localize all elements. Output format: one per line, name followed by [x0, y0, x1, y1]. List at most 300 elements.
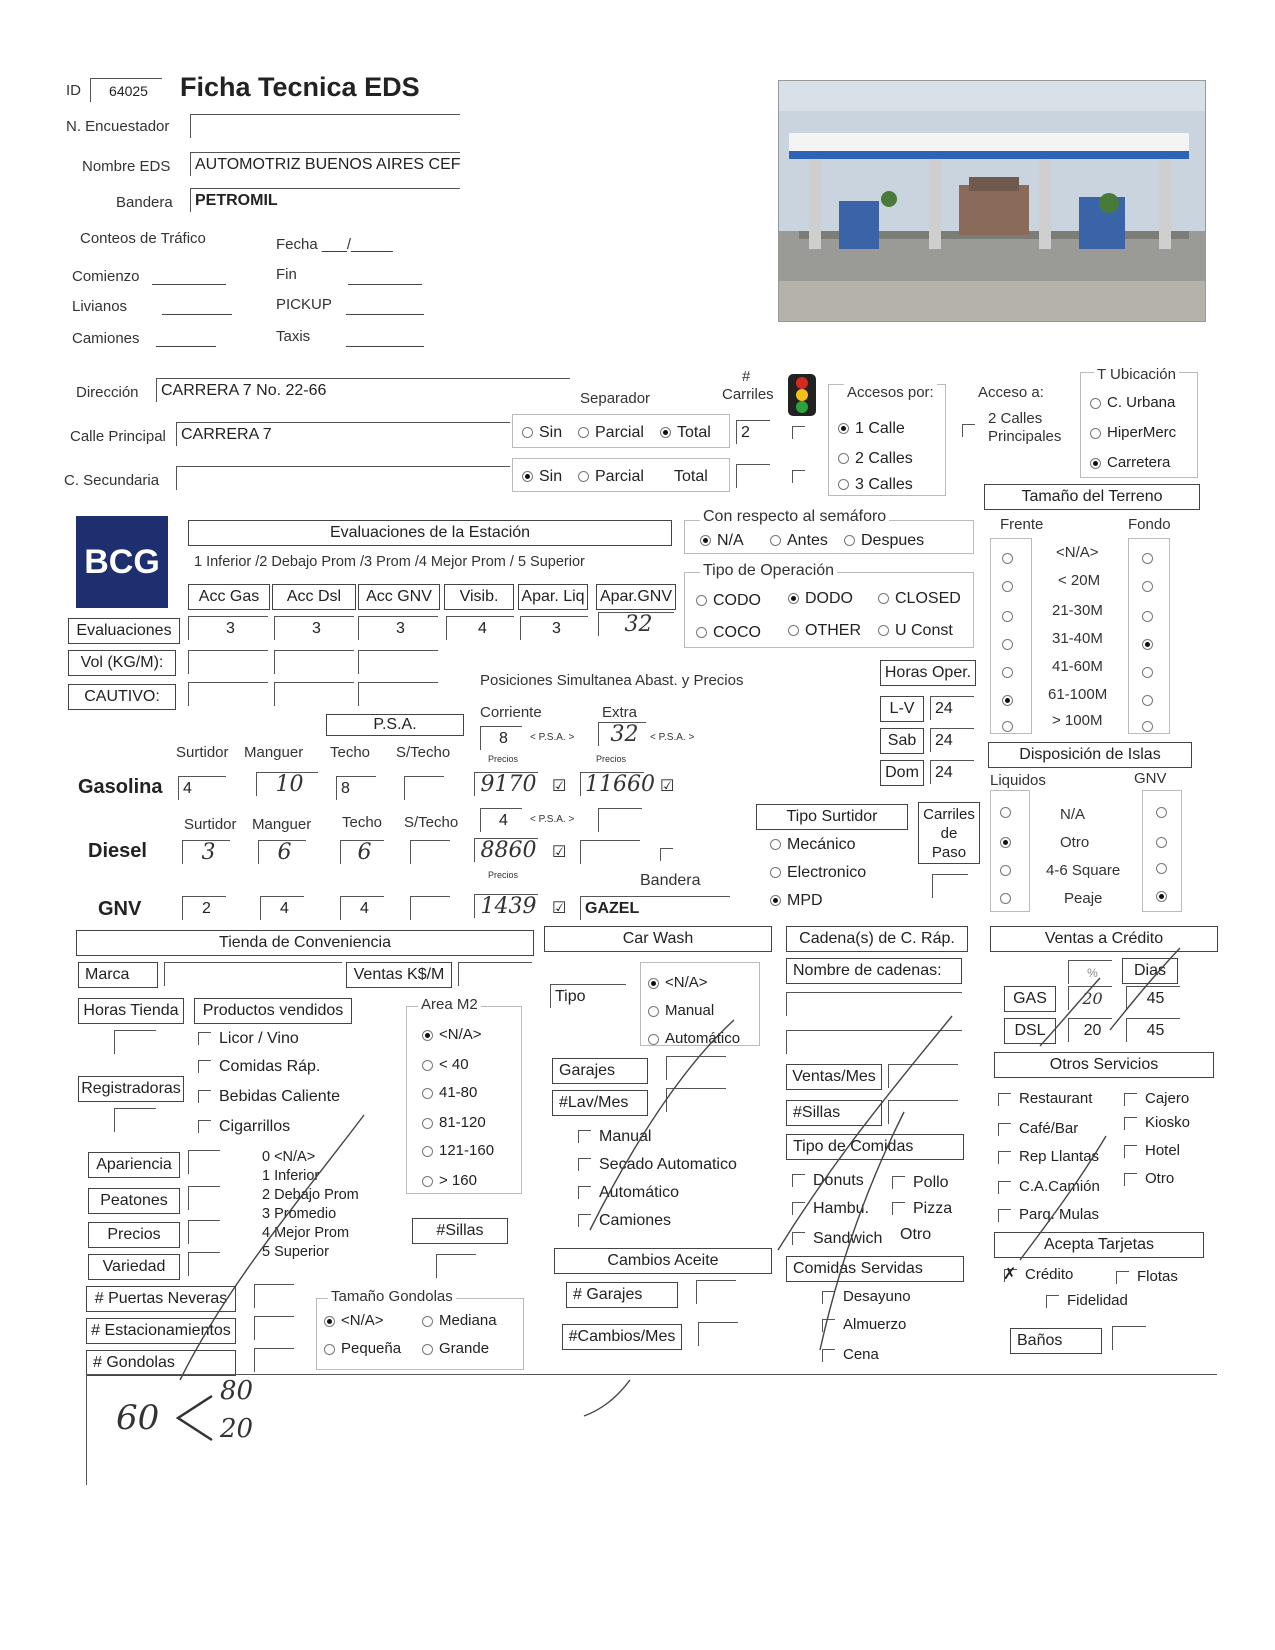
cadenas-nombre-field-2[interactable]: [786, 1030, 962, 1054]
otros-rep-llantas[interactable]: Rep Llantas: [998, 1148, 1099, 1165]
calle-secundaria-label: C. Secundaria: [64, 472, 160, 489]
gasolina-label: Gasolina: [78, 776, 163, 798]
area-81-120[interactable]: 81-120: [422, 1114, 486, 1131]
horas-dom-label: Dom: [880, 760, 924, 786]
carwash-lav-label: #Lav/Mes: [552, 1090, 648, 1116]
islas-liq-otro[interactable]: [1000, 834, 1017, 852]
accesos-1-calle[interactable]: 1 Calle: [838, 420, 905, 438]
fondo-na[interactable]: [1142, 550, 1159, 568]
gondolas-label: # Gondolas: [86, 1350, 236, 1376]
vol-dsl[interactable]: [274, 650, 354, 674]
frente-31-40[interactable]: [1002, 636, 1019, 654]
id-label: ID: [66, 82, 81, 99]
encuestador-label: N. Encuestador: [66, 118, 170, 135]
otros-parq-mulas[interactable]: Parq. Mulas: [998, 1206, 1099, 1223]
comida-hambu[interactable]: Hambu.: [792, 1200, 869, 1218]
dsl-stecho-field[interactable]: [410, 840, 450, 864]
dsl-psa-tag: < P.S.A. >: [530, 814, 575, 825]
gas-surtidor-field[interactable]: 4: [178, 776, 226, 800]
surtidor-mecanico[interactable]: Mecánico: [770, 836, 855, 854]
dsl-precio-check[interactable]: ☑: [552, 844, 567, 861]
dsl-stecho-header: S/Techo: [404, 814, 459, 831]
op-dodo[interactable]: DODO: [788, 590, 853, 608]
sep-s-parcial[interactable]: Parcial: [578, 468, 644, 486]
islas-title: Disposición de Islas: [988, 742, 1192, 768]
islas-gnv-na[interactable]: [1156, 804, 1173, 822]
carwash-lav-field[interactable]: [666, 1088, 726, 1112]
tarjeta-credito[interactable]: ✗ Crédito: [1003, 1265, 1074, 1283]
otros-camion[interactable]: C.A.Camión: [998, 1178, 1100, 1195]
tienda-title: Tienda de Conveniencia: [76, 930, 534, 956]
cadenas-sillas-field[interactable]: [888, 1100, 958, 1124]
comida-pizza[interactable]: Pizza: [892, 1200, 952, 1218]
vol-gnv[interactable]: [358, 650, 438, 674]
station-photo: [778, 80, 1206, 322]
cw-check-automatico[interactable]: Automático: [578, 1184, 679, 1202]
taxis-line[interactable]: [346, 346, 424, 347]
precios-label-extra: Precios: [596, 754, 627, 764]
carwash-automatico[interactable]: Automático: [648, 1030, 740, 1047]
col-apar-gnv: Apar.GNV: [596, 584, 676, 610]
precios-label-corriente: Precios: [488, 754, 519, 764]
psa-header: P.S.A.: [326, 714, 464, 736]
gnv-bandera-field[interactable]: GAZEL: [580, 896, 730, 920]
islas-row-otro: Otro: [1060, 834, 1090, 851]
dsl-surtidor-field[interactable]: 3: [182, 840, 230, 864]
otros-otro[interactable]: Otro: [1124, 1170, 1174, 1187]
bandera-label: Bandera: [116, 194, 173, 211]
cw-check-camiones[interactable]: Camiones: [578, 1212, 671, 1230]
eval-precios-field[interactable]: [188, 1220, 220, 1244]
tarjeta-flotas[interactable]: Flotas: [1116, 1268, 1178, 1285]
tienda-sillas-field[interactable]: [436, 1254, 476, 1278]
ubicacion-hiper[interactable]: HiperMerc: [1090, 424, 1176, 441]
aceite-cambios-field[interactable]: [698, 1322, 738, 1346]
credito-gas-pct[interactable]: 20: [1068, 986, 1112, 1010]
dsl-psa-field[interactable]: 4: [480, 808, 522, 832]
tienda-ventas-label: Ventas K$/M: [346, 962, 452, 988]
note-c: 20: [220, 1414, 254, 1444]
nombre-eds-label: Nombre EDS: [82, 158, 171, 175]
extra-psa-field[interactable]: 32: [598, 722, 646, 746]
islas-gnv-square[interactable]: [1156, 860, 1173, 878]
credito-dsl-dias[interactable]: 45: [1126, 1018, 1180, 1042]
credito-pct-header: %: [1068, 960, 1112, 984]
tienda-scale: 0 <N/A> 1 Inferior 2 Debajo Prom 3 Promedio 4 Mejor Prom 5 Superior: [262, 1149, 359, 1260]
accesos-2-calles[interactable]: 2 Calles: [838, 450, 913, 468]
cw-check-secado[interactable]: Secado Automatico: [578, 1156, 737, 1174]
gnv-surtidor-field[interactable]: 2: [182, 896, 226, 920]
encuestador-field[interactable]: [190, 114, 460, 138]
credito-gas-label: GAS: [1004, 986, 1056, 1012]
cadenas-nombre-label: Nombre de cadenas:: [786, 958, 962, 984]
cadenas-sillas-label: #Sillas: [786, 1100, 882, 1126]
carwash-manual[interactable]: Manual: [648, 1002, 714, 1019]
horas-dom-field[interactable]: 24: [930, 760, 974, 784]
banos-field[interactable]: [1112, 1326, 1146, 1350]
bandera-field[interactable]: PETROMIL: [190, 188, 460, 212]
estacionamientos-label: # Estacionamientos: [86, 1318, 236, 1344]
gas-stecho-header: S/Techo: [396, 744, 451, 761]
posiciones-title: Posiciones Simultanea Abast. y Precios: [480, 672, 744, 689]
otros-title: Otros Servicios: [994, 1052, 1214, 1078]
col-apar-liq: Apar. Liq: [518, 584, 588, 610]
op-other[interactable]: OTHER: [788, 622, 861, 640]
area-na[interactable]: <N/A>: [422, 1026, 482, 1043]
fin-line[interactable]: [348, 284, 422, 285]
livianos-label: Livianos: [72, 298, 128, 315]
id-field[interactable]: 64025: [90, 78, 162, 102]
eval-apariencia-label: Apariencia: [88, 1152, 180, 1178]
semaforo-antes[interactable]: Antes: [770, 532, 828, 550]
gnv-stecho-field[interactable]: [410, 896, 450, 920]
islas-liquidos: Liquidos: [990, 772, 1046, 789]
islas-gnv-peaje[interactable]: [1156, 888, 1173, 906]
less-than-mark: [172, 1390, 218, 1446]
eval-apar-gnv[interactable]: 32: [598, 612, 674, 636]
page-title: Ficha Tecnica EDS: [180, 72, 420, 102]
fondo-21-30[interactable]: [1142, 608, 1159, 626]
gondola-grande[interactable]: Grande: [422, 1340, 489, 1357]
estacionamientos-field[interactable]: [254, 1316, 294, 1340]
ubicacion-urbana[interactable]: C. Urbana: [1090, 394, 1175, 411]
carwash-na[interactable]: <N/A>: [648, 974, 708, 991]
horas-sab-field[interactable]: 24: [930, 728, 974, 752]
registradoras-field[interactable]: [114, 1108, 156, 1132]
gas-stecho-field[interactable]: [404, 776, 444, 800]
fecha-label: Fecha ___/_____: [276, 236, 393, 253]
aceite-garajes-label: # Garajes: [566, 1282, 678, 1308]
prod-bebidas[interactable]: Bebidas Caliente: [198, 1088, 340, 1106]
frente-61-100[interactable]: [1002, 692, 1019, 710]
acceso-a-label: Acceso a:: [978, 384, 1044, 401]
dsl-techo-header: Techo: [342, 814, 383, 831]
cadenas-ventas-label: Ventas/Mes: [786, 1064, 882, 1090]
terreno-row-61-100: 61-100M: [1048, 686, 1108, 703]
dsl-manguer-field[interactable]: 6: [258, 840, 306, 864]
area-41-80[interactable]: 41-80: [422, 1084, 477, 1101]
eval-variedad-label: Variedad: [88, 1254, 180, 1280]
gnv-manguer-field[interactable]: 4: [260, 896, 304, 920]
direccion-field[interactable]: CARRERA 7 No. 22-66: [156, 378, 570, 402]
carwash-tipo-label: Tipo: [550, 984, 626, 1008]
conteos-label: Conteos de Tráfico: [80, 230, 206, 247]
islas-gnv-otro[interactable]: [1156, 834, 1173, 852]
semaforo-label: Con respecto al semáforo: [700, 508, 889, 526]
camiones-line[interactable]: [156, 346, 216, 347]
servida-desayuno[interactable]: Desayuno: [822, 1288, 911, 1305]
carriles-paso-line1: Carriles: [923, 806, 975, 823]
corriente-label: Corriente: [480, 704, 542, 721]
carwash-title: Car Wash: [544, 926, 772, 952]
terreno-row-21-30: 21-30M: [1052, 602, 1103, 619]
gondolas-size-label: Tamaño Gondolas: [328, 1288, 456, 1305]
carwash-garajes-field[interactable]: [666, 1056, 726, 1080]
carriles-secundaria-field[interactable]: [736, 464, 770, 488]
terreno-title: Tamaño del Terreno: [984, 484, 1200, 510]
islas-row-square: 4-6 Square: [1046, 862, 1121, 879]
carwash-garajes-label: Garajes: [552, 1058, 648, 1084]
horas-sab-label: Sab: [880, 728, 924, 754]
dsl-extra-check[interactable]: [660, 846, 681, 864]
semaforo-despues[interactable]: Despues: [844, 532, 924, 550]
aceite-title: Cambios Aceite: [554, 1248, 772, 1274]
credito-dias-header: Dias: [1122, 958, 1178, 984]
operacion-label: Tipo de Operación: [700, 562, 837, 580]
terreno-frente: Frente: [1000, 516, 1044, 533]
gas-precio-extra[interactable]: 11660: [580, 772, 644, 796]
gnv-label: GNV: [98, 898, 142, 920]
tarjeta-fidelidad[interactable]: Fidelidad: [1046, 1292, 1128, 1309]
terreno-row-41-60: 41-60M: [1052, 658, 1103, 675]
carriles-secundaria-check[interactable]: [792, 468, 813, 486]
frente-100[interactable]: [1002, 718, 1019, 736]
eval-peatones-label: Peatones: [88, 1188, 180, 1214]
otros-cafe[interactable]: Café/Bar: [998, 1120, 1078, 1137]
cautivo-gas[interactable]: [188, 682, 268, 706]
fin-label: Fin: [276, 266, 297, 283]
islas-liq-peaje[interactable]: [1000, 890, 1017, 908]
otros-kiosko[interactable]: Kiosko: [1124, 1114, 1190, 1131]
cadenas-nombre-field-1[interactable]: [786, 992, 962, 1016]
dsl-precio-extra-field[interactable]: [580, 840, 640, 864]
gondolas-size-group: [316, 1298, 524, 1370]
bcg-logo: BCG: [76, 516, 168, 608]
gondola-pequena[interactable]: Pequeña: [324, 1340, 401, 1357]
comidas-servidas-label: Comidas Servidas: [786, 1256, 964, 1282]
cadenas-ventas-field[interactable]: [888, 1064, 958, 1088]
col-acc-gnv: Acc GNV: [358, 584, 440, 610]
gnv-precio-check[interactable]: ☑: [552, 900, 567, 917]
servida-almuerzo[interactable]: Almuerzo: [822, 1316, 906, 1333]
extra-label: Extra: [602, 704, 638, 721]
horas-lv-label: L-V: [880, 696, 924, 722]
dsl-manguer-header: Manguer: [252, 816, 312, 833]
vol-gas[interactable]: [188, 650, 268, 674]
otros-restaurant[interactable]: Restaurant: [998, 1090, 1092, 1107]
eval-variedad-field[interactable]: [188, 1252, 220, 1276]
gondola-na[interactable]: <N/A>: [324, 1312, 384, 1329]
col-acc-gas: Acc Gas: [188, 584, 270, 610]
puertas-field[interactable]: [254, 1284, 294, 1308]
comida-sandwich[interactable]: Sandwich: [792, 1230, 882, 1248]
horas-lv-field[interactable]: 24: [930, 696, 974, 720]
terreno-row-na: <N/A>: [1056, 544, 1099, 561]
registradoras-label: Registradoras: [78, 1076, 184, 1102]
camiones-label: Camiones: [72, 330, 140, 347]
islas-liq-square[interactable]: [1000, 862, 1017, 880]
credito-dsl-pct[interactable]: 20: [1068, 1018, 1112, 1042]
gas-manguer-header: Manguer: [244, 744, 304, 761]
eval-apariencia-field[interactable]: [188, 1150, 220, 1174]
gas-extra-check[interactable]: ☑: [660, 778, 675, 795]
servida-cena[interactable]: Cena: [822, 1346, 879, 1363]
frente-na[interactable]: [1002, 550, 1019, 568]
tienda-ventas-field[interactable]: [458, 962, 532, 986]
gondola-mediana[interactable]: Mediana: [422, 1312, 497, 1329]
dsl-precio-field[interactable]: 8860: [474, 838, 538, 862]
sep-p-parcial[interactable]: Parcial: [578, 424, 644, 442]
carriles-label: Carriles: [722, 386, 774, 403]
terreno-row-31-40: 31-40M: [1052, 630, 1103, 647]
notes-area[interactable]: [86, 1374, 1217, 1485]
terreno-fondo: Fondo: [1128, 516, 1171, 533]
eval-acc-gnv[interactable]: 3: [358, 616, 438, 640]
comida-pollo[interactable]: Pollo: [892, 1174, 949, 1192]
gas-corriente-check[interactable]: ☑: [552, 778, 567, 795]
sep-p-total[interactable]: Total: [660, 424, 711, 442]
horas-title: Horas Oper.: [880, 660, 976, 686]
fondo-41-60[interactable]: [1142, 664, 1159, 682]
gnv-bandera-label: Bandera: [640, 872, 701, 889]
terreno-row-20: < 20M: [1058, 572, 1101, 589]
corriente-psa-tag: < P.S.A. >: [530, 732, 575, 743]
cadenas-tipo-label: Tipo de Comidas: [786, 1134, 964, 1160]
traffic-light-icon: [788, 374, 816, 416]
cautivo-dsl[interactable]: [274, 682, 354, 706]
prod-cigarrillos[interactable]: Cigarrillos: [198, 1118, 290, 1136]
fondo-31-40[interactable]: [1142, 636, 1159, 654]
accesos-label: Accesos por:: [844, 384, 937, 401]
op-uconst[interactable]: U Const: [878, 622, 953, 640]
op-coco[interactable]: COCO: [696, 624, 761, 642]
aceite-garajes-field[interactable]: [696, 1280, 736, 1304]
otros-cajero[interactable]: Cajero: [1124, 1090, 1189, 1107]
eval-acc-gas[interactable]: 3: [188, 616, 268, 640]
frente-41-60[interactable]: [1002, 664, 1019, 682]
fondo-100[interactable]: [1142, 718, 1159, 736]
otros-hotel[interactable]: Hotel: [1124, 1142, 1180, 1159]
credito-gas-dias[interactable]: 45: [1126, 986, 1180, 1010]
pickup-label: PICKUP: [276, 296, 332, 313]
eval-visib[interactable]: 4: [446, 616, 514, 640]
gas-surtidor-header: Surtidor: [176, 744, 229, 761]
surtidor-mpd[interactable]: MPD: [770, 892, 823, 910]
tienda-marca-field[interactable]: [164, 962, 342, 986]
livianos-line[interactable]: [162, 314, 232, 315]
carriles-paso-field[interactable]: [932, 874, 968, 898]
islas-liq-na[interactable]: [1000, 804, 1017, 822]
nombre-eds-field[interactable]: AUTOMOTRIZ BUENOS AIRES CEF: [190, 152, 460, 176]
ubicacion-carretera[interactable]: Carretera: [1090, 454, 1170, 471]
calle-principal-label: Calle Principal: [70, 428, 166, 445]
credito-title: Ventas a Crédito: [990, 926, 1218, 952]
eval-apar-liq[interactable]: 3: [520, 616, 588, 640]
comida-donuts[interactable]: Donuts: [792, 1172, 864, 1190]
comienzo-line[interactable]: [152, 284, 226, 285]
gas-manguer-field[interactable]: 10: [256, 772, 318, 796]
gnv-precio-field[interactable]: 1439: [474, 894, 538, 918]
fondo-61-100[interactable]: [1142, 692, 1159, 710]
comida-otro[interactable]: Otro: [900, 1226, 932, 1243]
area-40[interactable]: < 40: [422, 1056, 469, 1073]
area-121-160[interactable]: 121-160: [422, 1142, 494, 1159]
acceso-a-value: 2 Calles Principales: [988, 410, 1062, 445]
evaluaciones-scale: 1 Inferior /2 Debajo Prom /3 Prom /4 Mejor Prom / 5 Superior: [194, 554, 585, 570]
islas-row-na: N/A: [1060, 806, 1086, 823]
taxis-label: Taxis: [276, 328, 311, 345]
eval-acc-dsl[interactable]: 3: [274, 616, 354, 640]
cadenas-title: Cadena(s) de C. Ráp.: [786, 926, 968, 952]
islas-gnv: GNV: [1134, 770, 1167, 787]
dsl-surtidor-header: Surtidor: [184, 816, 237, 833]
calle-principal-field[interactable]: CARRERA 7: [176, 422, 510, 446]
corriente-psa-field[interactable]: 8: [480, 726, 522, 750]
surtidor-electronico[interactable]: Electronico: [770, 864, 866, 882]
evaluaciones-row-label: Evaluaciones: [68, 618, 180, 644]
sep-s-sin[interactable]: Sin: [522, 468, 562, 486]
prod-comidas[interactable]: Comidas Ráp.: [198, 1058, 320, 1076]
area-label: Area M2: [418, 996, 481, 1013]
col-acc-dsl: Acc Dsl: [272, 584, 356, 610]
gnv-techo-field[interactable]: 4: [340, 896, 384, 920]
gondolas-field[interactable]: [254, 1348, 294, 1372]
calle-secundaria-field[interactable]: [176, 466, 510, 490]
dsl-techo-field[interactable]: 6: [340, 840, 384, 864]
diesel-label: Diesel: [88, 840, 147, 862]
cautivo-gnv[interactable]: [358, 682, 438, 706]
dsl-psa-extra-field[interactable]: [598, 808, 642, 832]
puertas-label: # Puertas Neveras: [86, 1286, 236, 1312]
carriles-hash: #: [742, 368, 751, 385]
tienda-productos-label: Productos vendidos: [194, 998, 352, 1024]
sep-p-sin[interactable]: Sin: [522, 424, 562, 442]
accesos-3-calles[interactable]: 3 Calles: [838, 476, 913, 494]
carriles-paso-line3: Paso: [931, 844, 967, 861]
vol-label: Vol (KG/M):: [68, 650, 176, 676]
comienzo-label: Comienzo: [72, 268, 140, 285]
tienda-sillas-label: #Sillas: [412, 1218, 508, 1244]
ubicacion-label: T Ubicación: [1094, 366, 1179, 383]
eval-precios-label: Precios: [88, 1222, 180, 1248]
gas-techo-header: Techo: [330, 744, 371, 761]
frente-20[interactable]: [1002, 578, 1019, 596]
tarjetas-title: Acepta Tarjetas: [994, 1232, 1204, 1258]
tienda-horas-field[interactable]: [114, 1030, 156, 1054]
col-visib: Visib.: [444, 584, 514, 610]
tienda-marca-label: Marca: [78, 962, 158, 988]
eval-peatones-field[interactable]: [188, 1186, 220, 1210]
note-a: 60: [116, 1398, 160, 1438]
islas-row-peaje: Peaje: [1064, 890, 1103, 907]
carriles-principal-field[interactable]: 2: [736, 420, 770, 444]
fondo-20[interactable]: [1142, 578, 1159, 596]
extra-psa-tag: < P.S.A. >: [650, 732, 695, 743]
surtidor-tipo-title: Tipo Surtidor: [756, 804, 908, 830]
separador-label: Separador: [580, 390, 651, 407]
semaforo-na[interactable]: N/A: [700, 532, 744, 550]
gas-techo-field[interactable]: 8: [336, 776, 376, 800]
direccion-label: Dirección: [76, 384, 139, 401]
gas-precio-corriente[interactable]: 9170: [474, 772, 538, 796]
carriles-paso-line2: de: [940, 825, 958, 842]
acceso-a-check[interactable]: [962, 422, 983, 440]
cautivo-label: CAUTIVO:: [68, 684, 176, 710]
prod-licor[interactable]: Licor / Vino: [198, 1030, 299, 1048]
sep-s-total: Total: [674, 468, 708, 485]
banos-label: Baños: [1010, 1328, 1102, 1354]
frente-21-30[interactable]: [1002, 608, 1019, 626]
aceite-cambios-label: #Cambios/Mes: [562, 1324, 682, 1350]
dsl-precios-label: Precios: [488, 870, 519, 880]
op-codo[interactable]: CODO: [696, 592, 761, 610]
carriles-principal-check[interactable]: [792, 424, 813, 442]
carriles-paso-box: [918, 802, 980, 864]
area-160[interactable]: > 160: [422, 1172, 477, 1189]
op-closed[interactable]: CLOSED: [878, 590, 961, 608]
pickup-line[interactable]: [346, 314, 424, 315]
cw-check-manual[interactable]: Manual: [578, 1128, 651, 1146]
